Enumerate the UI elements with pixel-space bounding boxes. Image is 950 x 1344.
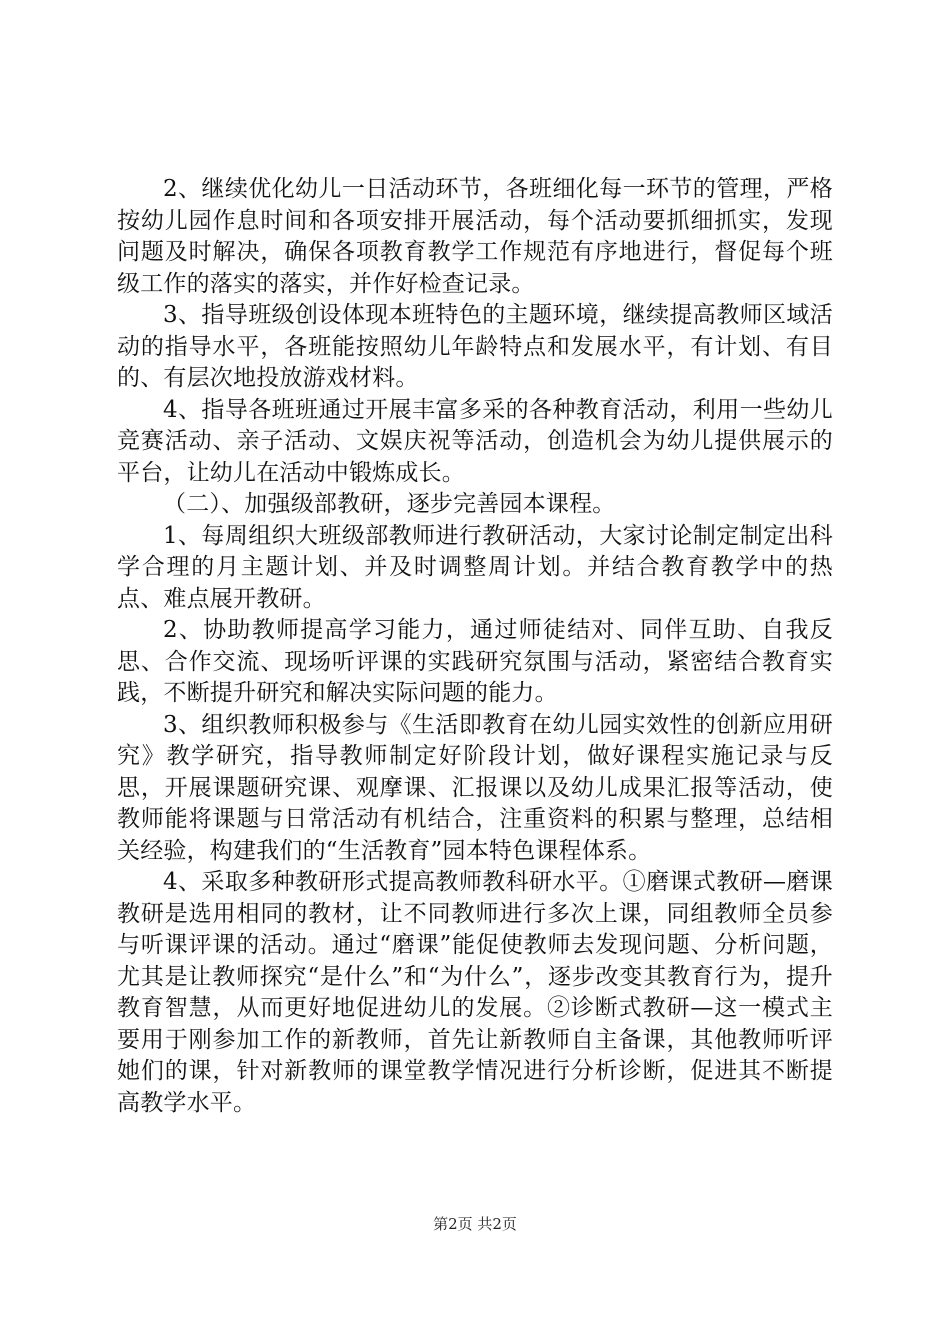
paragraph-item-4: 4、指导各班班通过开展丰富多采的各种教育活动，利用一些幼儿竞赛活动、亲子活动、文娱庆祝等活动，创造机会为幼儿提供展示的平台，让幼儿在活动中锻炼成长。 — [117, 396, 833, 486]
page-footer: 第2页 共2页 — [433, 1215, 517, 1233]
section-heading: （二）、加强级部教研，逐步完善园本课程。 — [163, 491, 616, 517]
paragraph-item-4b: 4、采取多种教研形式提高教师教科研水平。①磨课式教研—磨课教研是选用相同的教材，让不同教师进行多次上课，同组教师全员参与听课评课的活动。通过“磨课”能促使教师去发现问题、分析问题，尤其是让教师探究“是什么”和“为什么”，逐步改变其教育行为，提升教育智慧，从而更好地促进幼儿的发展。②诊断式教研—这一模式主要用于刚参加工作的新教师，首先让新教师自主备课，其他教师听评她们的课，针对新教师的课堂教学情况进行分析诊断，促进其不断提高教学水平。 — [117, 869, 833, 1116]
paragraph-item-3: 3、指导班级创设体现本班特色的主题环境，继续提高教师区域活动的指导水平，各班能按照幼儿年龄特点和发展水平，有计划、有目的、有层次地投放游戏材料。 — [117, 302, 833, 391]
paragraph-item-3b: 3、组织教师积极参与《生活即教育在幼儿园实效性的创新应用研究》教学研究，指导教师制定好阶段计划，做好课程实施记录与反思，开展课题研究课、观摩课、汇报课以及幼儿成果汇报等活动，使教师能将课题与日常活动有机结合，注重资料的积累与整理，总结相关经验，构建我们的“生活教育”园本特色课程体系。 — [117, 711, 833, 864]
paragraph-item-2: 2、继续优化幼儿一日活动环节，各班细化每一环节的管理，严格按幼儿园作息时间和各项安排开展活动，每个活动要抓细抓实，发现问题及时解决，确保各项教育教学工作规范有序地进行，督促每个班级工作的落实的落实，并作好检查记录。 — [117, 176, 833, 297]
paragraph-item-2b: 2、协助教师提高学习能力，通过师徒结对、同伴互助、自我反思、合作交流、现场听评课的实践研究氛围与活动，紧密结合教育实践，不断提升研究和解决实际问题的能力。 — [117, 617, 833, 706]
paragraph-item-1: 1、每周组织大班级部教师进行教研活动，大家讨论制定制定出科学合理的月主题计划、并及时调整周计划。并结合教育教学中的热点、难点展开教研。 — [117, 522, 833, 612]
document-body — [117, 174, 833, 1119]
